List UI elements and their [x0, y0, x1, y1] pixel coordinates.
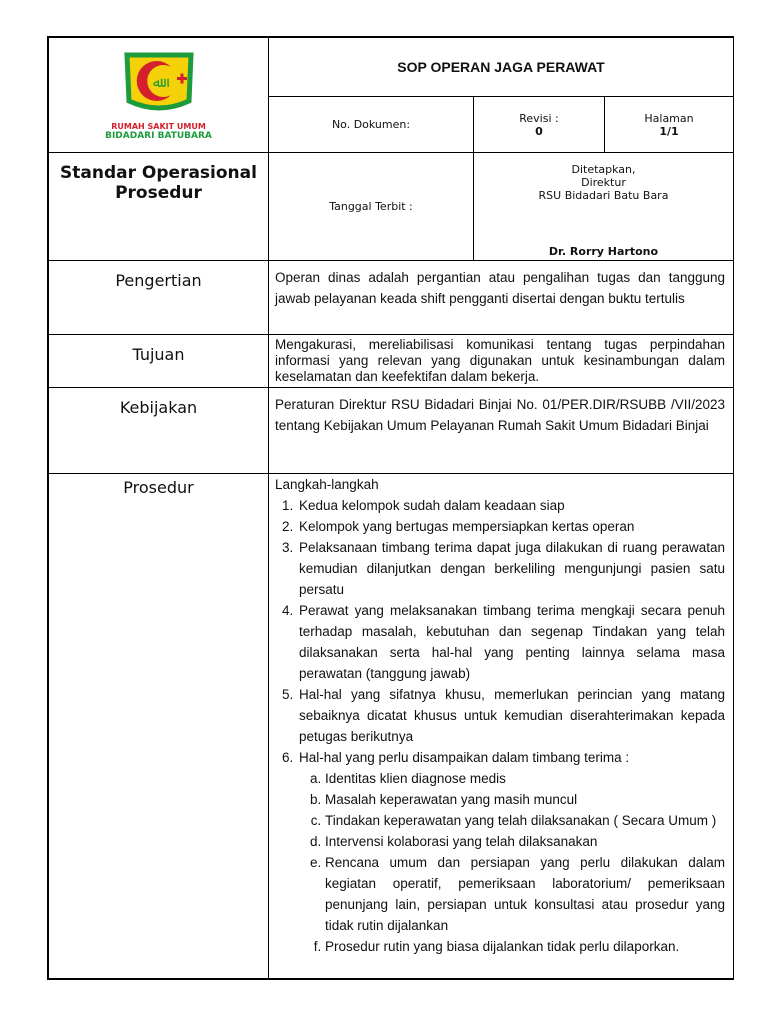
halaman-value: 1/1: [659, 124, 679, 138]
tanggal-terbit-label: Tanggal Terbit :: [269, 153, 474, 261]
hospital-name-bottom: BIDADARI BATUBARA: [105, 131, 212, 141]
list-item: 1. Kedua kelompok sudah dalam keadaan siap: [297, 495, 725, 516]
logo-cell: [49, 38, 269, 153]
list-item: 4. Perawat yang melaksanakan timbang terima mengkaji secara penuh terhadap masalah, kebutuhan dan segenap Tindakan yang telah dilaksanakan serta hal-hal yang penting lainnya selama masa perawatan (tanggung jawab): [297, 600, 725, 684]
tujuan-text: Mengakurasi, mereliabilisasi komunikasi tentang tugas perpindahan informasi yang relevan yang digunakan untuk kesinambungan dalam keselamatan dan keefektifan dalam bekerja.: [269, 335, 734, 388]
halaman-label: Halaman: [644, 111, 694, 125]
sop-document: [47, 36, 734, 980]
kebijakan-label: Kebijakan: [49, 388, 269, 474]
pengertian-label: Pengertian: [49, 261, 269, 335]
revisi-cell: [474, 97, 605, 153]
rsu-text: RSU Bidadari Batu Bara: [538, 189, 669, 202]
ditetapkan-text: Ditetapkan,: [571, 163, 636, 176]
section-title-line1: Standar Operasional: [60, 163, 257, 183]
prosedur-intro: Langkah-langkah: [275, 477, 379, 492]
kebijakan-text: Peraturan Direktur RSU Bidadari Binjai No. 01/PER.DIR/RSUBB /VII/2023 tentang Kebijakan Umum Pelayanan Rumah Sakit Umum Bidadari Binjai: [269, 388, 734, 474]
list-item: f. Prosedur rutin yang biasa dijalankan tidak perlu dilaporkan.: [325, 936, 725, 957]
revisi-value: 0: [535, 124, 543, 138]
list-item: b. Masalah keperawatan yang masih muncul: [325, 789, 725, 810]
tujuan-label: Tujuan: [49, 335, 269, 388]
direktur-text: Direktur: [581, 176, 626, 189]
pengertian-text: Operan dinas adalah pergantian atau pengalihan tugas dan tanggung jawab pelayanan keada shift pengganti disertai dengan buktu tertulis: [269, 261, 734, 335]
revisi-label: Revisi :: [519, 111, 559, 125]
svg-text:ﷲ: ﷲ: [152, 75, 161, 91]
section-title-line2: Prosedur: [115, 183, 202, 203]
step-6-text: Hal-hal yang perlu disampaikan dalam timbang terima :: [299, 750, 630, 765]
list-item: a. Identitas klien diagnose medis: [325, 768, 725, 789]
section-title-cell: [49, 153, 269, 261]
prosedur-steps: [275, 495, 725, 957]
doc-no-label: No. Dokumen:: [269, 97, 474, 153]
list-item: e. Rencana umum dan persiapan yang perlu dilakukan dalam kegiatan operatif, pemeriksaan laboratorium/ pemeriksaan penunjang lain, persiapan untuk konsultasi atau prosedur yang tidak rutin dijalankan: [325, 852, 725, 936]
list-item: 2. Kelompok yang bertugas mempersiapkan kertas operan: [297, 516, 725, 537]
list-item: c. Tindakan keperawatan yang telah dilaksanakan ( Secara Umum ): [325, 810, 725, 831]
list-item: d. Intervensi kolaborasi yang telah dilaksanakan: [325, 831, 725, 852]
document-title: SOP OPERAN JAGA PERAWAT: [269, 38, 734, 97]
signatory-name: Dr. Rorry Hartono: [548, 245, 659, 258]
prosedur-label: Prosedur: [49, 474, 269, 979]
sop-table: [48, 37, 734, 979]
prosedur-substeps: [299, 768, 725, 957]
approval-cell: [474, 153, 734, 261]
prosedur-content: [269, 474, 734, 979]
list-item: 3. Pelaksanaan timbang terima dapat juga dilakukan di ruang perawatan kemudian dilanjutkan dengan berkeliling mengunjungi pasien satu persatu: [297, 537, 725, 600]
list-item: [297, 747, 725, 957]
hospital-name-top: RUMAH SAKIT UMUM: [111, 122, 206, 131]
halaman-cell: [605, 97, 734, 153]
list-item: 5. Hal-hal yang sifatnya khusu, memerlukan perincian yang matang sebaiknya dicatat khusus untuk kemudian diserahterimakan kepada petugas berikutnya: [297, 684, 725, 747]
